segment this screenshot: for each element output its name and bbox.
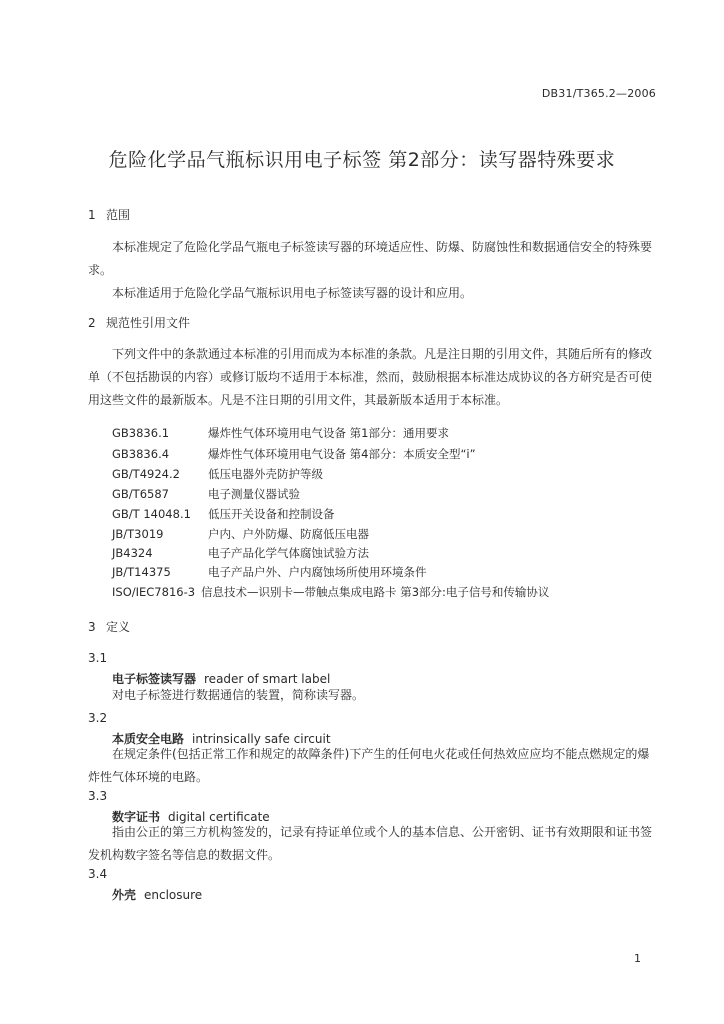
section-3-heading	[88, 618, 130, 635]
reference-item	[112, 584, 549, 600]
reference-title: 电子测量仪器试验	[208, 487, 300, 501]
definition-description	[88, 821, 658, 867]
reference-code: GB3836.4	[112, 447, 170, 461]
reference-item	[112, 425, 449, 441]
reference-title: 爆炸性气体环境用电气设备 第4部分：本质安全型“i”	[208, 447, 476, 461]
reference-item	[112, 506, 335, 522]
reference-item	[112, 545, 369, 561]
term-chinese: 本质安全电路	[112, 732, 185, 746]
reference-item	[112, 486, 300, 502]
reference-item	[112, 526, 369, 542]
section-2-heading	[88, 314, 190, 331]
definition-description	[88, 684, 658, 707]
reference-code: GB/T4924.2	[112, 467, 180, 481]
term-english: enclosure	[144, 888, 203, 902]
reference-title: 低压开关设备和控制设备	[208, 507, 335, 521]
reference-title: 信息技术—识别卡—带触点集成电路卡 第3部分:电子信号和传输协议	[201, 585, 550, 599]
section-1-body	[88, 236, 658, 305]
section-title: 定义	[106, 620, 131, 634]
definition-number: 3.3	[88, 789, 108, 803]
reference-title: 户内、户外防爆、防腐低压电器	[208, 527, 369, 541]
reference-code: JB/T14375	[112, 565, 171, 579]
paragraph: 对电子标签进行数据通信的装置，简称读写器。	[112, 688, 365, 702]
definition-number: 3.1	[88, 651, 108, 665]
reference-code: JB/T3019	[112, 527, 164, 541]
reference-code: GB/T 14048.1	[112, 507, 191, 521]
reference-title: 电子产品化学气体腐蚀试验方法	[208, 546, 369, 560]
definition-number: 3.4	[88, 867, 108, 881]
term-chinese: 电子标签读写器	[112, 672, 197, 686]
term-english: reader of smart label	[204, 672, 331, 686]
definition-number: 3.2	[88, 711, 108, 725]
reference-item	[112, 564, 427, 580]
reference-title: 爆炸性气体环境用电气设备 第1部分：通用要求	[208, 426, 449, 440]
term-chinese: 数字证书	[112, 810, 161, 824]
reference-code: JB4324	[112, 546, 153, 560]
section-number: 1	[88, 208, 96, 222]
section-1-heading	[88, 206, 130, 223]
reference-title: 电子产品户外、户内腐蚀场所使用环境条件	[208, 565, 427, 579]
section-number: 2	[88, 316, 96, 330]
term-english: digital certificate	[168, 810, 270, 824]
standard-code: DB31/T365.2—2006	[541, 87, 656, 100]
definition-term	[112, 886, 202, 903]
paragraph: 在规定条件(包括正常工作和规定的故障条件)下产生的任何电火花或任何热效应应均不能点燃规定的爆炸性气体环境的电路。	[88, 747, 650, 784]
section-2-intro	[88, 343, 658, 412]
term-chinese: 外壳	[112, 888, 137, 902]
reference-item	[112, 446, 476, 462]
section-title: 范围	[106, 208, 131, 222]
paragraph: 下列文件中的条款通过本标准的引用而成为本标准的条款。凡是注日期的引用文件，其随后所有的修改单（不包括勘误的内容）或修订版均不适用于本标准，然而，鼓励根据本标准达成协议的各方研究是否可使用这些文件的最新版本。凡是不注日期的引用文件，其最新版本适用于本标准。	[88, 347, 653, 407]
paragraph: 指由公正的第三方机构签发的，记录有持证单位或个人的基本信息、公开密钥、证书有效期限和证书签发机构数字签名等信息的数据文件。	[88, 825, 653, 862]
document-title: 危险化学品气瓶标识用电子标签 第2部分：读写器特殊要求	[108, 149, 616, 171]
reference-code: GB3836.1	[112, 426, 170, 440]
reference-code: GB/T6587	[112, 487, 169, 501]
reference-code: ISO/IEC7816-3	[112, 585, 196, 599]
reference-item	[112, 466, 323, 482]
page-number: 1	[634, 952, 641, 965]
paragraph: 本标准适用于危险化学品气瓶标识用电子标签读写器的设计和应用。	[112, 286, 473, 300]
section-title: 规范性引用文件	[106, 316, 191, 330]
term-english: intrinsically safe circuit	[192, 732, 331, 746]
paragraph: 本标准规定了危险化学品气瓶电子标签读写器的环境适应性、防爆、防腐蚀性和数据通信安全的特殊要求。	[88, 240, 653, 277]
reference-title: 低压电器外壳防护等级	[208, 467, 323, 481]
section-number: 3	[88, 620, 96, 634]
definition-description	[88, 743, 658, 789]
